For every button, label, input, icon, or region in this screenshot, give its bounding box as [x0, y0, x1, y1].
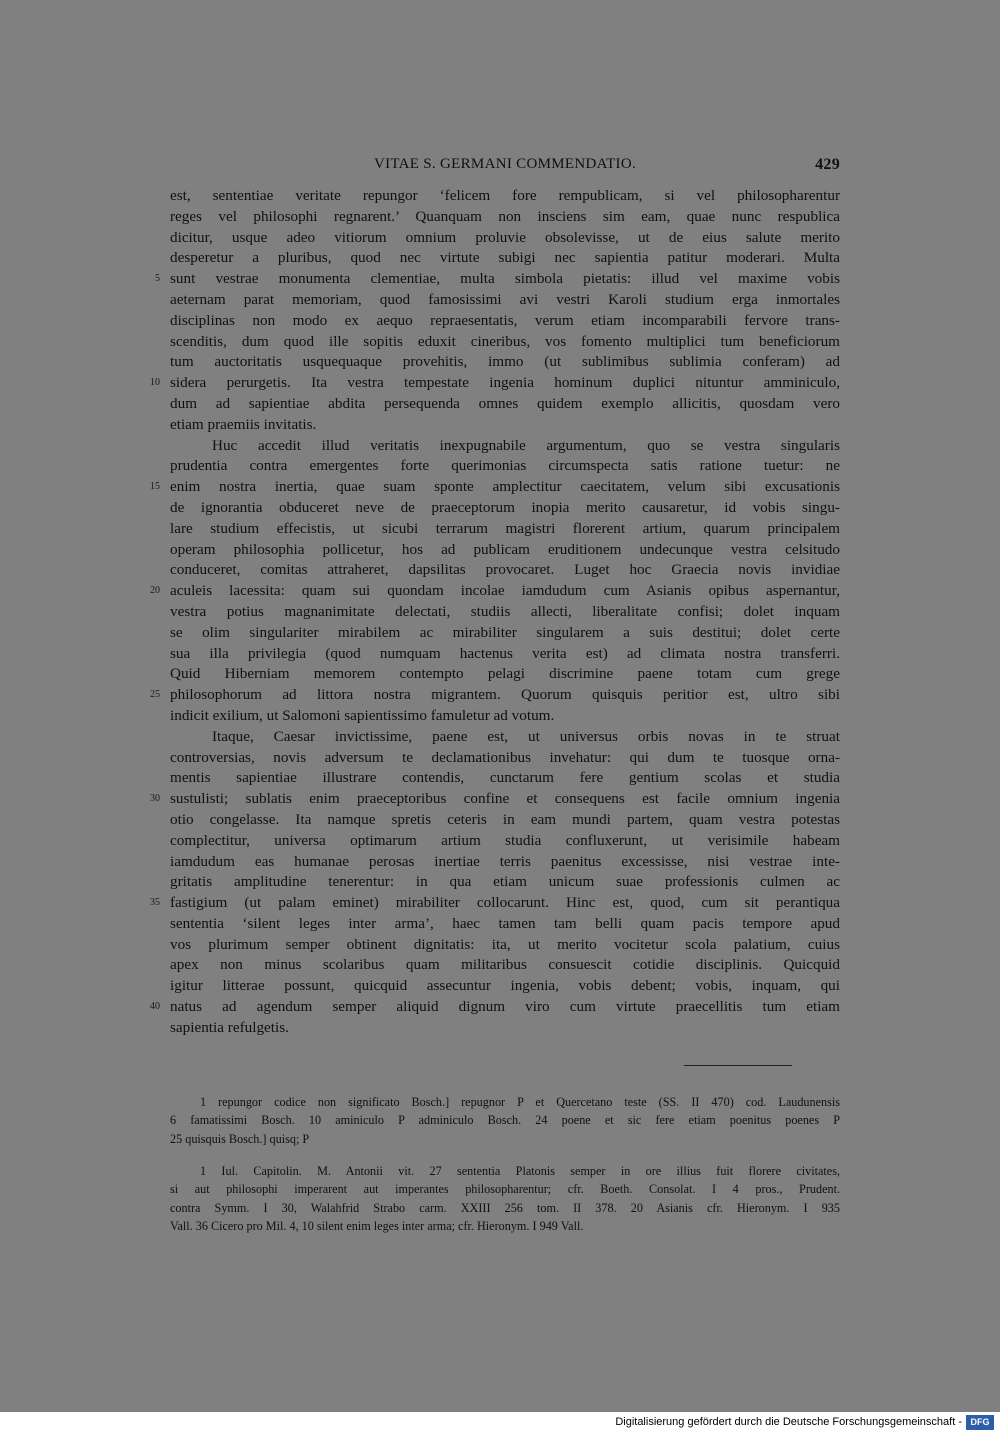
line-text: se olim singulariter mirabilem ac mirabiliter singularem a suis destitui; dolet certe [170, 623, 840, 641]
text-line [170, 207, 840, 228]
text-line [170, 560, 840, 581]
source-line: si aut philosophi imperarent aut imperantes philosopharentur; cfr. Boeth. Consolat. I 4 pros., Prudent. [170, 1182, 840, 1197]
text-line [170, 394, 840, 415]
line-number: 30 [150, 793, 160, 805]
line-text: sua illa privilegia (quod numquam hactenus verita est) ad climata nostra transferri. [170, 644, 840, 662]
line-number: 20 [150, 585, 160, 597]
line-number: 40 [150, 1001, 160, 1013]
text-line [170, 519, 840, 540]
text-line [150, 373, 840, 394]
running-title: VITAE S. GERMANI COMMENDATIO. [373, 156, 637, 172]
text-line [170, 914, 840, 935]
line-text: complectitur, universa optimarum artium studia confluxerunt, ut verisimile habeam [170, 831, 840, 849]
text-line [170, 852, 840, 873]
line-text: vestra potius magnanimitate delectati, studiis allecti, liberalitate confisi; dolet inquam [170, 602, 840, 620]
line-text: gritatis amplitudine tenerentur: in qua etiam unicum suae professionis culmen ac [170, 873, 840, 891]
line-text: philosophorum ad littora nostra migrantem. Quorum quisquis peritior est, ultro sibi [170, 686, 840, 704]
text-line [170, 1018, 840, 1039]
text-line [170, 540, 840, 561]
text-line [170, 644, 840, 665]
text-line [170, 810, 840, 831]
dfg-logo: DFG [966, 1415, 994, 1430]
line-text: apex non minus scolaribus quam militaribus consuescit cotidie disciplinis. Quicquid [170, 956, 840, 974]
line-text: reges vel philosophi regnarent.’ Quanquam non insciens sim eam, quae nunc respublica [170, 207, 840, 225]
line-text: aculeis lacessita: quam sui quondam incolae iamdudum cum Asianis opibus aspernantur, [170, 582, 840, 600]
text-line [170, 498, 840, 519]
line-text: Huc accedit illud veritatis inexpugnabile argumentum, quo se vestra singularis [212, 436, 840, 454]
text-line [170, 976, 840, 997]
footer-bar [0, 1412, 1000, 1434]
line-text: desperetur a pluribus, quod nec virtute subigi nec sapientia patitur moderari. Multa [170, 249, 840, 267]
line-text: lare studium effecistis, ut sicubi terrarum magistri florerent artium, quarum principalem [170, 519, 840, 537]
text-line [170, 727, 840, 748]
text-line [170, 623, 840, 644]
line-text: igitur litterae possunt, quicquid assecuntur ingenia, vobis debent; vobis, inquam, qui [170, 977, 840, 995]
line-text: dicitur, usque adeo vitiorum omnium proluvie obsolevisse, ut de eius salute merito [170, 228, 840, 246]
text-line [170, 872, 840, 893]
line-text: scenditis, dum quod ille sopitis eduxit cineribus, vos fomento multiplici tum beneficiorum [170, 332, 840, 350]
line-text: Quid Hiberniam memorem contempto pelagi discrimine paene totam cum grege [170, 665, 840, 683]
line-text: controversias, novis adversum te declamationibus invehatur: qui dum te tuosque orna- [170, 748, 840, 766]
text-line [170, 935, 840, 956]
text-line [170, 768, 840, 789]
text-line [170, 248, 840, 269]
text-line [170, 955, 840, 976]
source-line: 1 Iul. Capitolin. M. Antonii vit. 27 sententia Platonis semper in ore illius fuit florere civitates, [200, 1164, 840, 1178]
footer-credit: Digitalisierung gefördert durch die Deutsche Forschungsgemeinschaft - [615, 1416, 962, 1428]
line-number: 25 [150, 689, 160, 701]
text-line [170, 186, 840, 207]
text-line [170, 290, 840, 311]
line-number: 5 [155, 273, 160, 285]
text-line [170, 831, 840, 852]
text-line [170, 602, 840, 623]
text-line [170, 706, 840, 727]
line-text: etiam praemiis invitatis. [170, 415, 317, 433]
line-text: otio congelasse. Ita namque spretis ceteris in eam mundi partem, quam vestra potestas [170, 810, 840, 828]
line-text: conduceret, comitas attraheret, dapsilitas provocaret. Luget hoc Graecia novis invidiae [170, 561, 840, 579]
text-line [170, 311, 840, 332]
page-number: 429 [815, 156, 840, 173]
text-line [150, 477, 840, 498]
line-text: tum auctoritatis usquequaque provehitis, immo (ut sublimibus sublimia conferam) ad [170, 353, 840, 371]
text-line [150, 789, 840, 810]
line-text: indicit exilium, ut Salomoni sapientissimo famuletur ad votum. [170, 706, 555, 724]
critical-apparatus [170, 1093, 840, 1148]
text-line [170, 332, 840, 353]
apparatus-line: 25 quisquis Bosch.] quisq; P [170, 1131, 310, 1146]
apparatus-line: 1 repungor codice non significato Bosch.] repugnor P et Quercetano teste (SS. II 470) cod. Laudunensis [200, 1095, 840, 1109]
line-text: operam philosophia pollicetur, hos ad publicam eruditionem undecunque vestra celsitudo [170, 540, 840, 558]
line-text: de ignorantia obduceret neve de praeceptorum inopia merito causaretur, id vobis singu- [170, 498, 840, 516]
source-line: contra Symm. I 30, Walahfrid Strabo carm. XXIII 256 tom. II 378. 20 Asianis cfr. Hieronym. I 935 [170, 1200, 840, 1215]
line-number: 15 [150, 481, 160, 493]
line-number: 10 [150, 377, 160, 389]
line-text: iamdudum eas humanae perosas inertiae terris paenitus excessisse, nisi vestrae inte- [170, 852, 840, 870]
source-line: Vall. 36 Cicero pro Mil. 4, 10 silent enim leges inter arma; cfr. Hieronym. I 949 Vall. [170, 1218, 584, 1233]
line-text: disciplinas non modo ex aequo repraesentatis, verum etiam incomparabili fervore trans- [170, 311, 840, 329]
line-text: fastigium (ut palam eminet) mirabiliter collocarunt. Hinc est, quod, cum sit perantiqua [170, 894, 840, 912]
line-text: mentis sapientiae illustrare contendis, cunctarum fere gentium scolas et studia [170, 769, 840, 787]
line-text: aeternam parat memoriam, quod famosissimi avi vestri Karoli studium erga inmortales [170, 290, 840, 308]
line-number: 35 [150, 897, 160, 909]
page-header [170, 156, 840, 178]
text-line [170, 748, 840, 769]
main-text [150, 186, 840, 1039]
line-text: sustulisti; sublatis enim praeceptoribus confine et consequens est facile omnium ingenia [170, 790, 840, 808]
line-text: enim nostra inertia, quae suam sponte amplectitur caecitatem, velum sibi excusationis [170, 478, 840, 496]
text-line [150, 893, 840, 914]
line-text: sidera perurgetis. Ita vestra tempestate ingenia hominum duplici nituntur amminiculo, [170, 374, 840, 392]
line-text: dum ad sapientiae abdita persequenda omnes quidem exemplo allicitis, quosdam vero [170, 394, 840, 412]
footnote-separator [684, 1065, 792, 1066]
text-line [170, 352, 840, 373]
line-text: sunt vestrae monumenta clementiae, multa simbola pietatis: illud vel maxime vobis [170, 270, 840, 288]
text-line [170, 664, 840, 685]
line-text: sapientia refulgetis. [170, 1018, 289, 1036]
text-line [150, 685, 840, 706]
apparatus-line: 6 famatissimi Bosch. 10 aminiculo P adminiculo Bosch. 24 poene et sic fere etiam poenitus poenes P [170, 1113, 840, 1128]
line-text: vos plurimum semper obtinent dignitatis: ita, ut merito vocitetur scola palatium, cuius [170, 935, 840, 953]
text-line [150, 997, 840, 1018]
text-line [155, 269, 840, 290]
line-text: est, sententiae veritate repungor ‘felicem fore rempublicam, si vel philosopharentur [170, 187, 840, 204]
line-text: prudentia contra emergentes forte querimonias circumspecta satis ratione tuetur: ne [170, 457, 840, 475]
text-line [170, 436, 840, 457]
text-line [150, 581, 840, 602]
source-notes [170, 1162, 840, 1235]
line-text: sententia ‘silent leges inter arma’, haec tamen tam belli quam pacis tempore apud [170, 914, 840, 932]
line-text: natus ad agendum semper aliquid dignum viro cum virtute praecellitis tum etiam [170, 998, 840, 1016]
text-line [170, 228, 840, 249]
text-line [170, 415, 840, 436]
line-text: Itaque, Caesar invictissime, paene est, ut universus orbis novas in te struat [212, 727, 840, 745]
text-line [170, 456, 840, 477]
